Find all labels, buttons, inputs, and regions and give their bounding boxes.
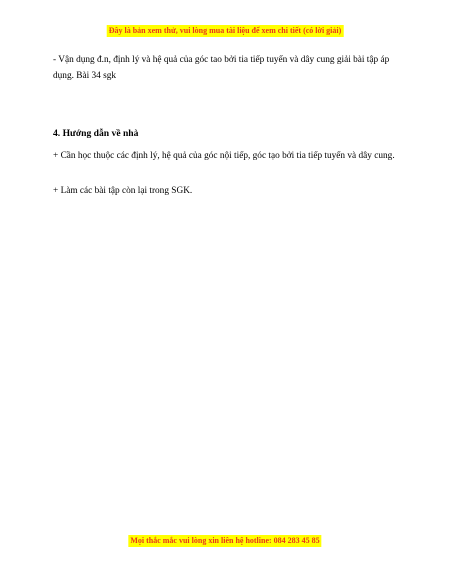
hotline-contact-banner: Mọi thắc mắc vui lòng xin liên hệ hotline: 084 283 45 85: [130, 536, 320, 545]
body-paragraph-remaining-exercises: + Làm các bài tập còn lại trong SGK.: [53, 186, 193, 196]
preview-notice-banner: Đây là bản xem thử, vui lòng mua tài liệu để xem chi tiết (có lời giải): [108, 26, 342, 35]
body-paragraph-application: - Vận dụng đ.n, định lý và hệ quả của góc tao bởi tia tiếp tuyến và dây cung giải bài tập áp dụng. Bài 34 sgk: [53, 55, 390, 81]
body-paragraph-study-theorems: + Cần học thuộc các định lý, hệ quả của góc nội tiếp, góc tạo bởi tia tiếp tuyến và dây cung.: [53, 151, 395, 161]
section-heading-homework: 4. Hướng dẫn về nhà: [53, 128, 139, 139]
